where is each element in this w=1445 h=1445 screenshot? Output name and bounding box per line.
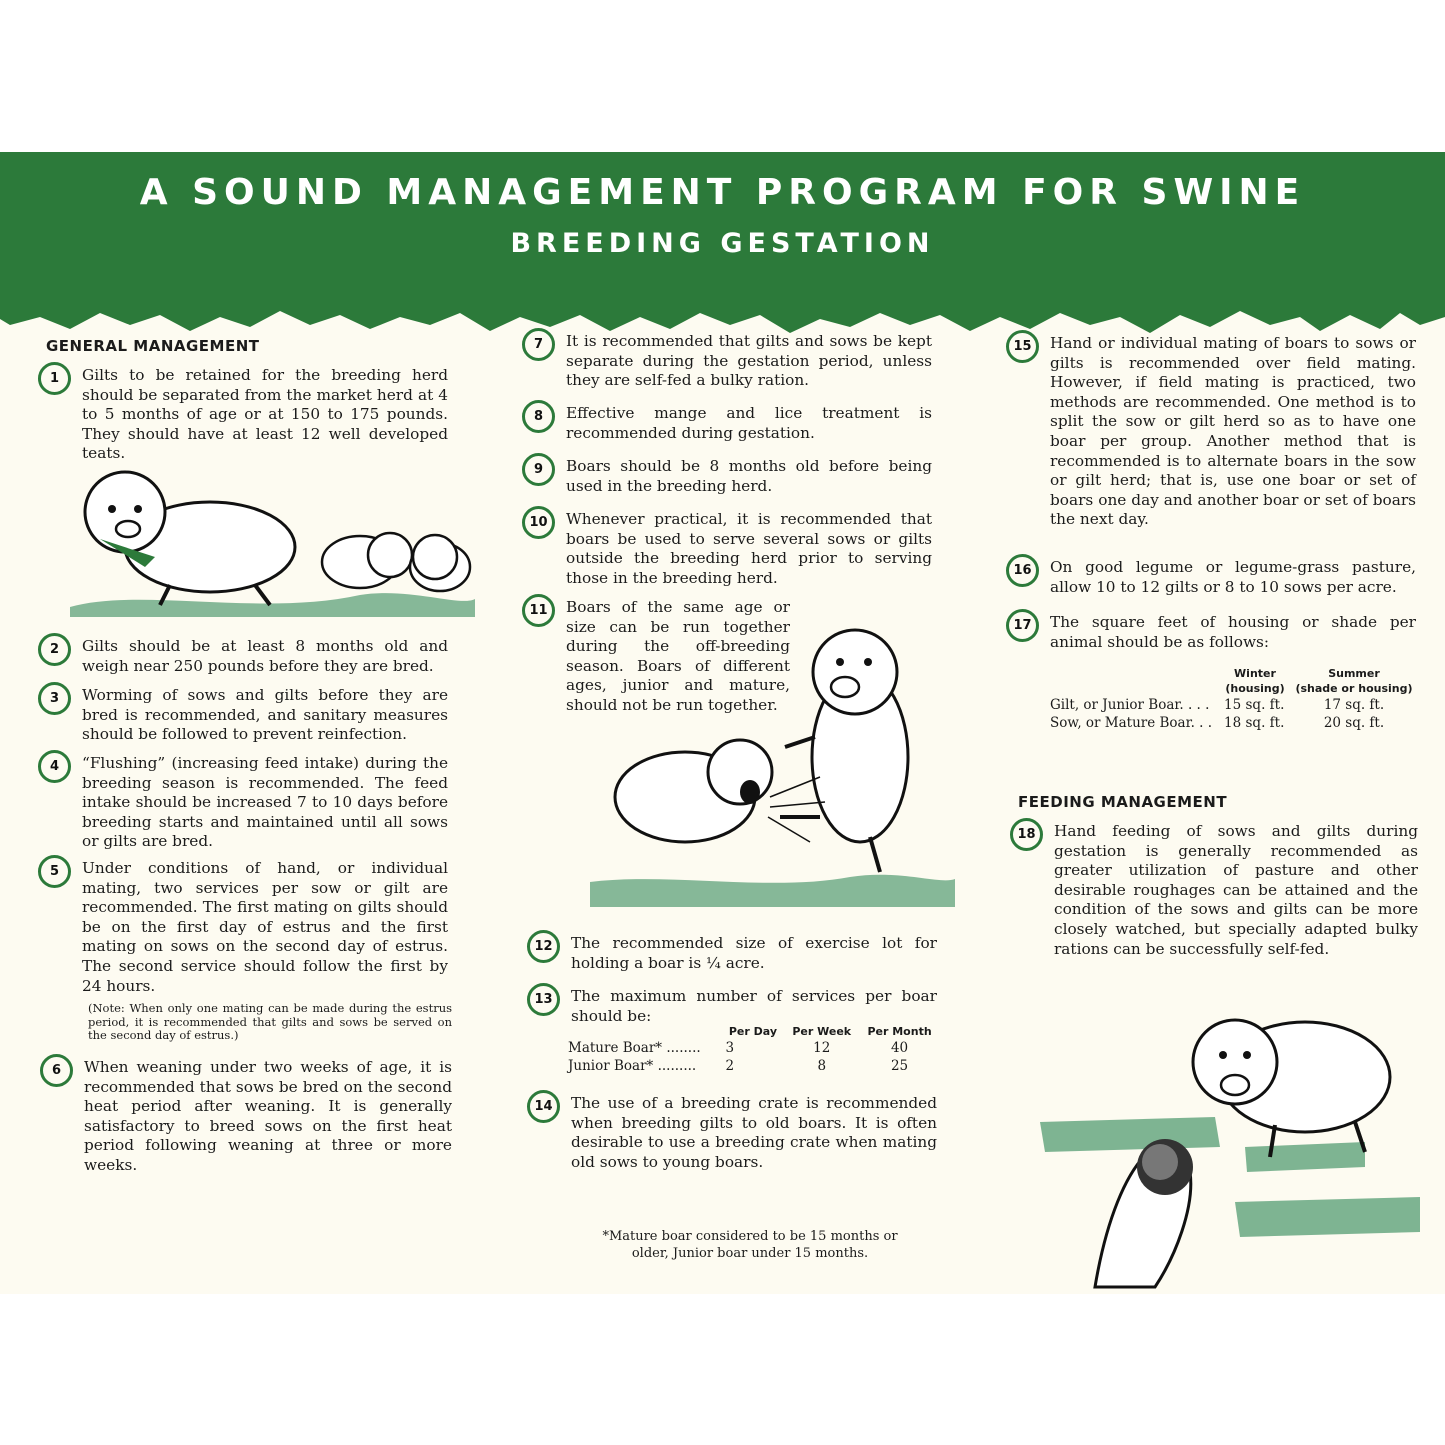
item-number-badge: 10	[522, 506, 555, 539]
footnote-line-2: older, Junior boar under 15 months.	[631, 1246, 869, 1261]
table-cell: 3	[725, 1040, 735, 1056]
item-number-badge: 12	[527, 930, 560, 963]
hand-feeding-illustration	[1035, 1007, 1425, 1292]
item-number-badge: 9	[522, 453, 555, 486]
row-label: Gilt, or Junior Boar. . . .	[1050, 697, 1210, 713]
brochure-page	[0, 152, 1445, 1294]
column-header: Per Month	[867, 1025, 932, 1038]
item-number-badge: 1	[38, 362, 71, 395]
item-number-badge: 7	[522, 328, 555, 361]
item-text: Whenever practical, it is recommended that boars be used to serve several sows or gilts outside the breeding herd prior to serving those in the breeding herd.	[566, 510, 932, 587]
table-row	[1046, 696, 1418, 714]
list-item-16	[1006, 558, 1416, 597]
boar-services-table	[564, 1024, 940, 1075]
item-number-badge: 5	[38, 855, 71, 888]
list-item-5	[38, 859, 448, 996]
estrus-note: (Note: When only one mating can be made during the estrus period, it is recommended that gilts and sows be served on the second day of estrus.)	[88, 1001, 452, 1042]
item-text: The use of a breeding crate is recommended when breeding gilts to old boars. It is often desirable to use a breeding crate when mating old sows to young boars.	[571, 1094, 937, 1171]
item-text: The maximum number of services per boar should be:	[571, 987, 937, 1025]
column-header: Per Week	[792, 1025, 852, 1038]
item-text: “Flushing” (increasing feed intake) during the breeding season is recommended. The feed intake should be increased 7 to 10 days before breeding starts and maintained until all sows or gilts are bred.	[82, 754, 448, 851]
row-label: Junior Boar* .........	[568, 1058, 697, 1074]
item-text: Effective mange and lice treatment is recommended during gestation.	[566, 404, 932, 442]
column-header	[1290, 666, 1418, 696]
item-text: The recommended size of exercise lot for holding a boar is ¼ acre.	[571, 934, 937, 972]
table-cell: 20 sq. ft.	[1323, 715, 1385, 731]
item-text: Gilts to be retained for the breeding herd should be separated from the market herd at 4 to 5 months of age or at 150 to 175 pounds. They should have at least 12 well developed teats.	[82, 366, 448, 463]
item-number-badge: 11	[522, 594, 555, 627]
item-text: Gilts should be at least 8 months old and weigh near 250 pounds before they are bred.	[82, 637, 448, 675]
table-cell: 40	[890, 1040, 909, 1056]
table-row	[564, 1039, 940, 1057]
page-subtitle: BREEDING GESTATION	[510, 228, 935, 259]
list-item-14	[527, 1094, 937, 1172]
list-item-17	[1006, 613, 1416, 652]
table-cell: 15 sq. ft.	[1224, 697, 1285, 713]
item-number-badge: 6	[40, 1054, 73, 1087]
item-text: The square feet of housing or shade per animal should be as follows:	[1050, 613, 1416, 651]
page-title: A SOUND MANAGEMENT PROGRAM FOR SWINE	[139, 172, 1306, 213]
table-cell: 12	[813, 1040, 831, 1056]
list-item-1	[38, 366, 448, 464]
header-line: Summer	[1328, 667, 1380, 680]
column-header: Per Day	[728, 1025, 778, 1038]
section-heading-general: GENERAL MANAGEMENT	[46, 337, 260, 355]
item-text: Boars should be 8 months old before being used in the breeding herd.	[566, 457, 932, 495]
list-item-2	[38, 637, 448, 676]
item-number-badge: 16	[1006, 554, 1039, 587]
list-item-4	[38, 754, 448, 852]
column-header	[1220, 666, 1290, 696]
header-line: Winter	[1234, 667, 1276, 680]
item-text: Hand feeding of sows and gilts during gestation is generally recommended as greater utilization of pasture and other desirable roughages can be attained and the condition of the sows and gilts can be more closely watched, but specially adapted bulky rations can be successfully self-fed.	[1054, 822, 1418, 958]
list-item-9	[522, 457, 932, 496]
banner-rough-edge	[0, 295, 1445, 335]
item-text: Boars of the same age or size can be run together during the off-breeding season. Boars of different ages, junior and mature, should not be run together.	[566, 598, 790, 714]
section-heading-feeding: FEEDING MANAGEMENT	[1018, 793, 1228, 811]
list-item-15	[1006, 334, 1416, 530]
item-number-badge: 17	[1006, 609, 1039, 642]
header-line: (shade or housing)	[1295, 682, 1413, 695]
table-row	[1046, 714, 1418, 732]
item-text: Hand or individual mating of boars to sows or gilts is recommended over field mating. However, if field mating is practiced, two methods are recommended. One method is to split the sow or gilt herd so as to have one boar per group. Another method that is recommended is to alternate boars in the sow or gilt herd; that is, use one boar or set of boars one day and another boar or set of boars the next day.	[1050, 334, 1416, 529]
list-item-3	[38, 686, 448, 745]
housing-table	[1046, 666, 1418, 732]
item-number-badge: 4	[38, 750, 71, 783]
header-line: (housing)	[1225, 682, 1285, 695]
footnote-line-1: *Mature boar considered to be 15 months or	[602, 1229, 898, 1244]
list-item-12	[527, 934, 937, 973]
boars-fighting-illustration	[590, 607, 960, 917]
table-cell: 2	[725, 1058, 735, 1074]
item-text: When weaning under two weeks of age, it is recommended that sows be bred on the second heat period after weaning. It is generally satisfactory to breed sows on the first heat period following weaning at three or more weeks.	[84, 1058, 452, 1174]
item-text: On good legume or legume-grass pasture, allow 10 to 12 gilts or 8 to 10 sows per acre.	[1050, 558, 1416, 596]
list-item-18	[1010, 822, 1418, 959]
table-cell: 17 sq. ft.	[1323, 697, 1385, 713]
item-text: Worming of sows and gilts before they are bred is recommended, and sanitary measures should be followed to prevent reinfection.	[82, 686, 448, 744]
item-number-badge: 2	[38, 633, 71, 666]
table-row	[564, 1057, 940, 1075]
item-text: It is recommended that gilts and sows be kept separate during the gestation period, unless they are self-fed a bulky ration.	[566, 332, 932, 390]
row-label: Mature Boar* ........	[568, 1040, 701, 1056]
item-number-badge: 8	[522, 400, 555, 433]
row-label: Sow, or Mature Boar. . .	[1050, 715, 1213, 731]
item-number-badge: 13	[527, 983, 560, 1016]
table-cell: 8	[817, 1058, 827, 1074]
item-text: Under conditions of hand, or individual mating, two services per sow or gilt are recommended. The first mating on gilts should be on the first day of estrus and the first mating on sows on the second day of estrus. The second service should follow the first by 24 hours.	[82, 859, 448, 995]
list-item-13	[527, 987, 937, 1026]
footnote	[560, 1228, 940, 1262]
item-number-badge: 3	[38, 682, 71, 715]
list-item-10	[522, 510, 932, 588]
table-cell: 25	[890, 1058, 909, 1074]
list-item-6	[40, 1058, 452, 1176]
item-number-badge: 14	[527, 1090, 560, 1123]
pigs-walking-illustration	[60, 467, 480, 617]
list-item-7	[522, 332, 932, 391]
table-cell: 18 sq. ft.	[1224, 715, 1285, 731]
list-item-8	[522, 404, 932, 443]
item-number-badge: 15	[1006, 330, 1039, 363]
item-number-badge: 18	[1010, 818, 1043, 851]
